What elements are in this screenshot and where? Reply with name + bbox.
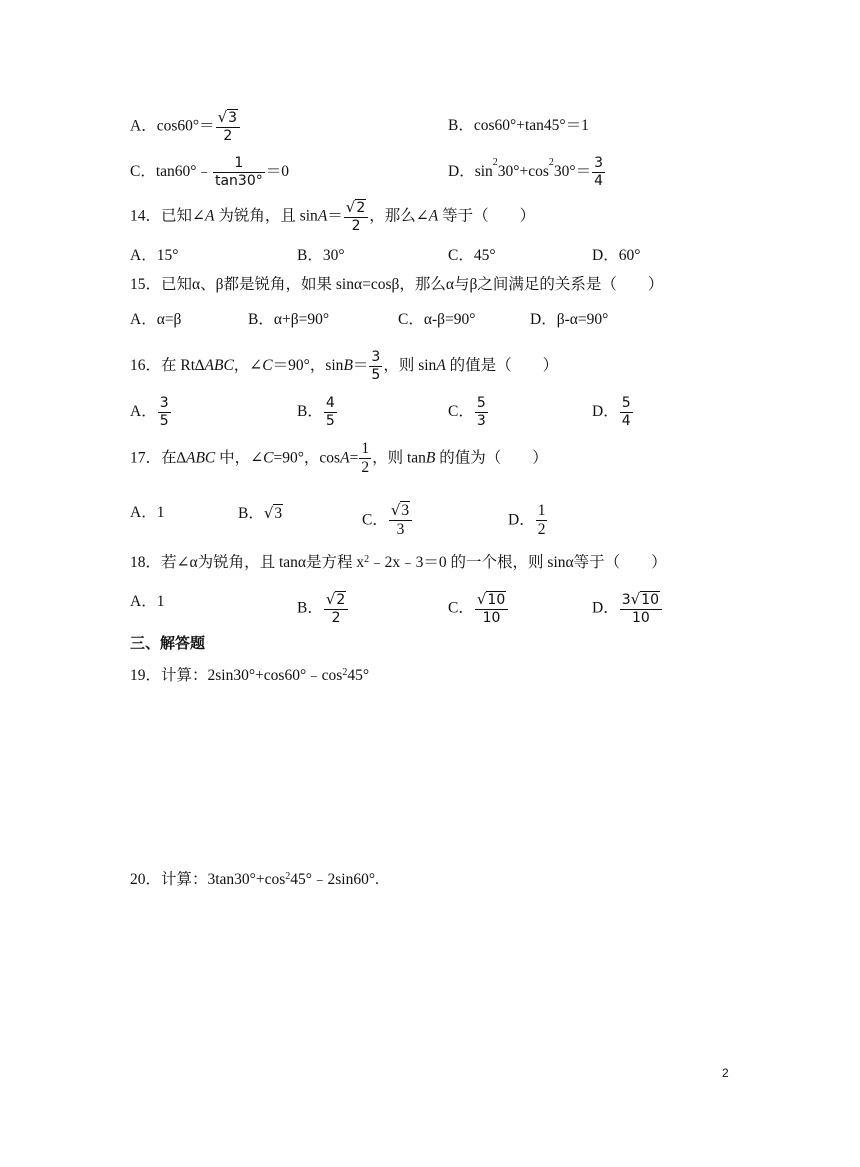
q16-stem: 16．在 Rt∆ABC，∠C＝90°，sinB＝ $\frac{3}{5}$ ，则 sinA 的值是（ ） [130, 349, 559, 383]
q13-c-tail: ＝0 [265, 162, 290, 180]
q13-d-num: 3 [594, 155, 604, 171]
q17-b-label: B． [238, 505, 264, 522]
q14-option-c: C．45° [448, 247, 496, 264]
q16-b-label: B． [297, 402, 323, 420]
q13-d-mid: 30°+cos [497, 162, 549, 180]
q18-c-den: 10 [482, 609, 501, 626]
q16-var-c: C [262, 356, 273, 374]
q17-d-label: D． [508, 511, 535, 529]
q16-a-num: 3 [159, 395, 169, 411]
q17-d-den: 2 [537, 521, 546, 539]
page-number: 2 [722, 1066, 729, 1080]
q13-d-sup1: 2 [492, 157, 498, 168]
q13-c-num: 1 [213, 156, 265, 173]
q16-var-abc: ABC [204, 356, 234, 374]
q18-option-c: C． $\frac{√10}{10}$ [448, 592, 509, 625]
q15-option-d: D．β-α=90° [530, 311, 609, 328]
q14-option-d: D．60° [592, 247, 641, 264]
q18-d-rad: 10 [641, 592, 660, 608]
q16-a-den: 5 [159, 412, 169, 429]
q17-stem-end: 的值为（ ） [435, 449, 548, 467]
q13-a-num: 3 [228, 110, 238, 126]
q18-c-label: C． [448, 599, 474, 617]
q18-option-b: B． $\frac{√2}{2}$ [297, 592, 349, 625]
q13-option-d [448, 156, 606, 188]
q14-stem-pre: 14．已知∠ [130, 207, 205, 225]
q17-stem-pre: 17．在∆ [130, 449, 186, 467]
q17-stem-mid: 中，∠ [215, 449, 264, 467]
q20-pre: 20．计算：3tan30°+cos [130, 871, 286, 888]
q16-var-b: B [343, 356, 353, 374]
q15-option-b: B．α+β=90° [248, 311, 330, 328]
q14-var-a3: A [428, 207, 439, 225]
q17-option-d [508, 503, 548, 539]
q17-den: 2 [361, 459, 370, 477]
q18-stem [130, 553, 667, 573]
q17-option-a: A．1 [130, 504, 165, 521]
q17-c-rad: 3 [401, 502, 410, 519]
q17-stem-post: ，则 tan [372, 449, 426, 467]
q18-stem-sup: 2 [364, 554, 370, 565]
q16-c-num: 5 [476, 395, 486, 411]
q17-stem [130, 441, 548, 477]
q16-stem-end: 的值是（ ） [445, 356, 559, 374]
q14-stem [130, 200, 535, 233]
q17-b-rad: 3 [274, 505, 283, 522]
q14-num: 2 [356, 200, 366, 216]
q17-num: 1 [359, 441, 371, 459]
q13-c-label: C．tan60°﹣ [130, 162, 212, 180]
q16-den: 5 [371, 366, 381, 383]
q19-post: 45° [347, 667, 370, 684]
q14-stem-eq: ＝ [327, 207, 343, 225]
q14-fraction: $\frac{√2}{2}$ [344, 200, 368, 233]
q17-option-c: C． $\frac{√3}{3}$ [362, 503, 413, 539]
q17-stem-mid2: =90°，cos [273, 449, 341, 467]
q17-d-num: 1 [536, 503, 548, 521]
q14-stem-end: 等于（ ） [438, 207, 536, 225]
q16-b-den: 5 [325, 412, 335, 429]
q16-d-num: 5 [621, 395, 631, 411]
q17-c-den: 3 [396, 521, 405, 539]
q16-c-label: C． [448, 402, 474, 420]
q13-d-fraction [592, 156, 605, 188]
q16-d-den: 4 [621, 412, 631, 429]
q19-pre: 19．计算：2sin30°+cos60°﹣cos [130, 667, 343, 684]
q19-sup: 2 [342, 667, 348, 678]
q13-option-c [130, 156, 289, 188]
q18-c-rad: 10 [487, 592, 506, 608]
q16-option-b [297, 396, 338, 428]
q13-a-label: A．cos60°＝ [130, 117, 215, 135]
q18-d-label: D． [592, 599, 619, 617]
q18-stem-pre: 18．若∠α为锐角，且 tanα是方程 x [130, 554, 365, 571]
q15-option-c: C．α-β=90° [398, 311, 476, 328]
q19-stem [130, 666, 369, 686]
q13-option-a [130, 110, 241, 143]
q16-fraction [369, 350, 382, 382]
q16-c-den: 3 [476, 412, 486, 429]
q17-var-b: B [425, 449, 436, 467]
q16-stem-mid: ，∠ [233, 356, 263, 374]
q14-den: 2 [351, 217, 361, 234]
q15-stem: 15．已知α、β都是锐角，如果 sinα=cosβ，那么α与β之间满足的关系是（ ） [130, 276, 664, 293]
q13-d-sup2: 2 [548, 157, 554, 168]
q16-stem-pre: 16．在 Rt∆ [130, 356, 205, 374]
q15-option-a: A．α=β [130, 311, 182, 328]
q14-var-a: A [205, 207, 215, 225]
q14-stem-mid: 为锐角，且 sin [214, 207, 318, 225]
q13-c-fraction [213, 156, 265, 188]
q18-option-a: A．1 [130, 593, 165, 610]
q18-b-label: B． [297, 599, 323, 617]
q18-b-den: 2 [331, 609, 341, 626]
q17-stem-eq: = [349, 449, 359, 467]
q16-d-label: D． [592, 402, 619, 420]
q16-option-a [130, 396, 172, 428]
q13-d-label: D．sin [448, 162, 493, 180]
q13-d-tail: 30°＝ [553, 162, 592, 180]
q14-option-a: A．15° [130, 247, 179, 264]
q16-b-num: 4 [325, 395, 335, 411]
q18-option-d: D． $\frac{3√10}{10}$ [592, 592, 663, 625]
q17-option-b: B．√3 [238, 504, 283, 522]
q16-stem-mid2: ＝90°，sin [272, 356, 344, 374]
q18-b-rad: 2 [336, 592, 346, 608]
q20-stem [130, 870, 379, 890]
q16-stem-eq: ＝ [352, 356, 369, 374]
section-3-heading: 三、解答题 [130, 634, 206, 652]
q16-stem-post: ，则 sin [383, 356, 437, 374]
q16-num: 3 [371, 349, 381, 365]
q18-stem-end: ﹣2x﹣3＝0 的一个根，则 sinα等于（ ） [369, 554, 667, 571]
q16-option-c [448, 396, 489, 428]
q13-a-den: 2 [223, 127, 233, 144]
q17-var-c: C [263, 449, 274, 467]
q17-var-a: A [340, 449, 350, 467]
q20-sup: 2 [285, 871, 291, 882]
q13-a-fraction: $\frac{√3}{2}$ [216, 110, 240, 143]
q16-option-d [592, 396, 634, 428]
q14-var-a2: A [317, 207, 328, 225]
q14-option-b: B．30° [297, 247, 345, 264]
q13-option-b: B．cos60°+tan45°＝1 [448, 117, 589, 134]
q13-c-den: tan30° [214, 172, 263, 189]
q18-d-den: 10 [631, 609, 650, 626]
q20-post: 45°﹣2sin60°. [290, 871, 379, 888]
q18-d-coef: 3 [621, 592, 631, 608]
q17-var-abc: ABC [185, 449, 216, 467]
q14-stem-post: ，那么∠ [369, 207, 429, 225]
q13-d-den: 4 [594, 172, 604, 189]
q17-c-label: C． [362, 511, 388, 529]
q16-a-label: A． [130, 402, 157, 420]
